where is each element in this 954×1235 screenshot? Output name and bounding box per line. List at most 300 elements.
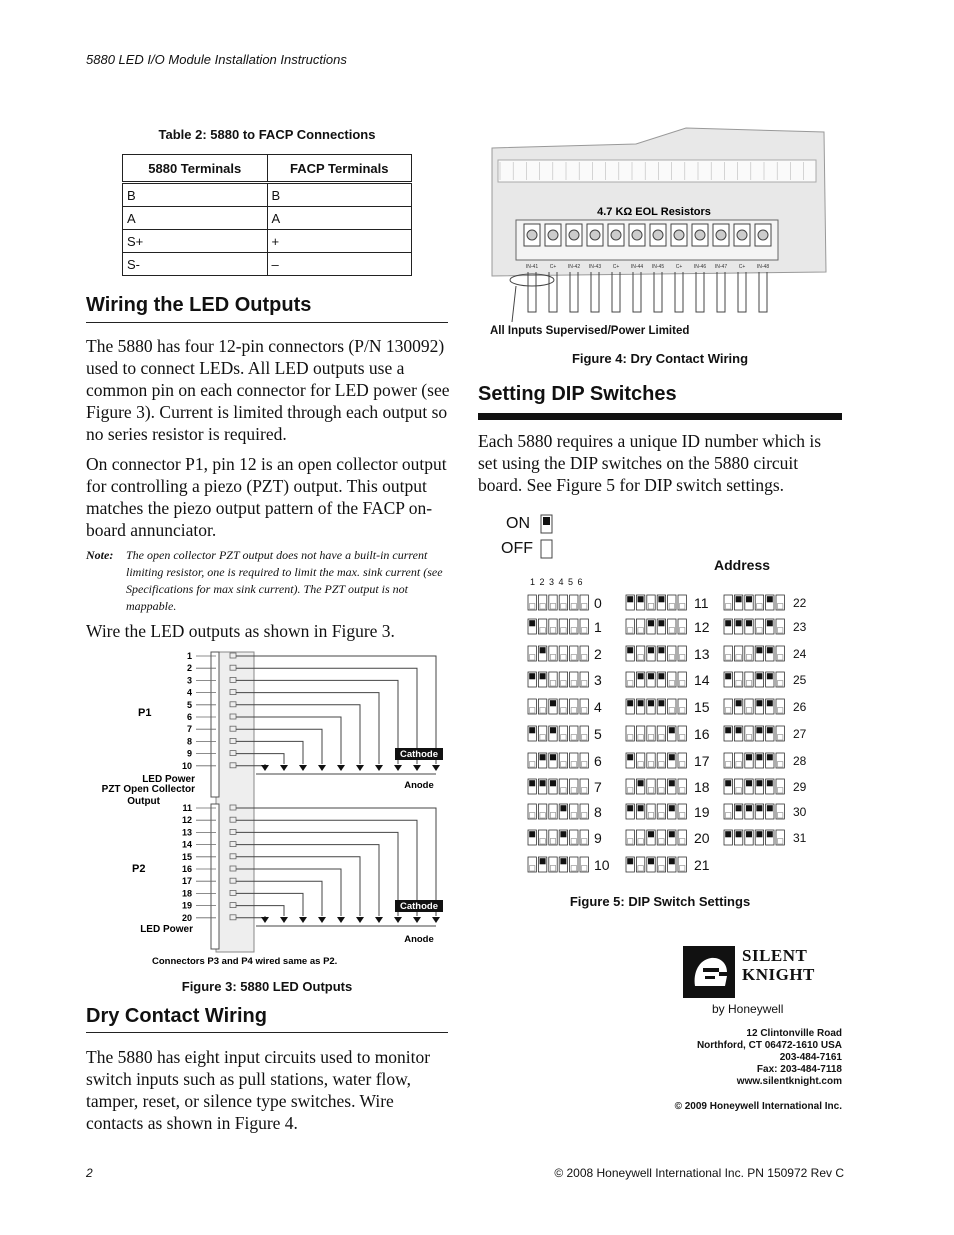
switch-toggle [680,762,685,768]
switch-toggle [757,755,762,761]
screw-icon [737,230,747,240]
address-number: 27 [793,727,807,741]
p2-pin-label: 20 [181,912,192,923]
dip-switch [527,856,591,874]
terminal-label: C+ [675,264,683,270]
dip-switch [527,618,591,636]
switch-toggle [659,597,664,603]
dip-switch [625,778,689,796]
switch-toggle [530,813,535,819]
led-symbol [413,765,421,771]
running-header: 5880 LED I/O Module Installation Instructions [86,52,347,67]
on-label: ON [506,515,530,532]
figure-5-caption: Figure 5: DIP Switch Settings [569,894,751,909]
dip-switch [723,803,787,821]
dip-switch [527,594,591,612]
dry-paragraph: The 5880 has eight input circuits used to monitor switch inputs such as pull stations, water flow, tamper, reset, or silence type switches. Wire contacts as shown in Figure 4. [86,1047,431,1133]
dip-switch [723,645,787,663]
cathode-label-2: Cathode [400,901,438,912]
switch-toggle [561,628,566,634]
address-number: 13 [694,646,710,662]
switch-toggle [530,604,535,610]
switch-toggle [778,735,783,741]
section-heading-dip: Setting DIP Switches [478,383,677,405]
switch-toggle [726,655,731,661]
table-cell: + [267,230,412,253]
led-wire [236,820,417,916]
p1-pin-label: 4 [186,687,192,698]
switch-toggle [571,628,576,634]
switch-toggle [628,681,633,687]
switch-toggle [550,755,555,761]
switch-toggle [648,648,653,654]
switch-toggle [571,604,576,610]
address-number: 16 [694,726,710,742]
table-cell: B [267,183,412,207]
switch-toggle [669,604,674,610]
company-name-line-1: SILENT [742,946,808,965]
address-number: 24 [793,647,807,661]
terminal-label: IN-48 [756,264,770,270]
address-line: 203-484-7161 [779,1052,842,1063]
switch-toggle [659,621,664,627]
dip-switch [723,594,787,612]
dip-switch [723,671,787,689]
switch-toggle [726,762,731,768]
switch-toggle [757,806,762,812]
switch-toggle [530,674,535,680]
led-symbol [337,917,345,923]
footer-copyright: © 2008 Honeywell International Inc. PN 150972 Rev C [554,1166,844,1180]
switch-toggle [530,762,535,768]
switch-toggle [726,813,731,819]
address-number: 1 [594,619,602,635]
switch-toggle [767,621,772,627]
switch-toggle [648,859,653,865]
screw-icon [590,230,600,240]
switch-toggle [638,701,643,707]
by-honeywell: by Honeywell [712,1002,784,1016]
switch-toggle [659,701,664,707]
table-row [123,183,412,207]
heading-rule [86,1032,448,1033]
switch-toggle [680,839,685,845]
switch-toggle [680,628,685,634]
resistor-label: 4.7 KΩ EOL Resistors [597,206,711,218]
terminal-label: IN-45 [651,264,665,270]
switch-toggle [561,788,566,794]
pzt-output-label: Output [127,796,160,807]
switch-toggle [582,866,587,872]
screw-icon [632,230,642,240]
dip-switch [527,645,591,663]
led-symbol [432,917,440,923]
switch-toggle [680,708,685,714]
led-outputs-diagram [86,648,446,970]
switch-toggle [540,674,545,680]
switch-toggle [638,655,643,661]
switch-toggle [540,755,545,761]
p2-pin-label: 11 [182,803,192,813]
table-row [123,207,412,230]
switch-toggle [582,813,587,819]
switch-toggle [726,674,731,680]
address-number: 2 [594,646,602,662]
screw-icon [653,230,663,240]
p1-pin-label: 7 [186,724,192,735]
led-symbol [394,765,402,771]
led-symbol [299,917,307,923]
switch-toggle [669,806,674,812]
led-symbol [432,765,440,771]
anode-label-2: Anode [404,934,434,945]
table-cell: A [123,207,268,230]
address-number: 12 [694,619,710,635]
switch-toggle [669,859,674,865]
switch-toggle [628,755,633,761]
address-number: 22 [793,596,807,610]
switch-toggle [540,604,545,610]
terminal-label: IN-44 [630,264,644,270]
dip-switch [527,778,591,796]
switch-toggle [736,655,741,661]
dip-switch [625,803,689,821]
connector-note: Connectors P3 and P4 wired same as P2. [152,956,338,967]
switch-toggle [669,628,674,634]
terminal-label: C+ [738,264,746,270]
heading-rule-thick [478,413,842,420]
switch-toggle [648,832,653,838]
switch-toggle [582,655,587,661]
address-number: 14 [694,672,710,688]
switch-toggle [582,708,587,714]
switch-toggle [628,839,633,845]
switch-toggle [540,813,545,819]
table-header: 5880 Terminals [123,155,268,183]
switch-toggle [767,701,772,707]
contact-wire [528,272,536,312]
switch-toggle [736,806,741,812]
terminal-label: IN-47 [714,264,728,270]
note-text: The open collector PZT output does not have a built-in current limiting resistor, one is required to limit the max. sink current (see Specifications for max sink current). The PZT output is not mappable. [126,548,443,613]
off-label: OFF [501,540,533,557]
switch-toggle [680,681,685,687]
section-heading-dry-contact: Dry Contact Wiring [86,1005,267,1027]
switch-toggle [571,762,576,768]
address-line: Northford, CT 06472-1610 USA [696,1040,842,1051]
note [86,547,450,615]
switch-toggle [550,628,555,634]
switch-toggle [680,788,685,794]
address-number: 19 [694,804,710,820]
switch-toggle [726,781,731,787]
switch-toggle [540,628,545,634]
switch-toggle [638,781,643,787]
p1-pin-label: 8 [186,736,192,747]
switch-toggle [736,832,741,838]
dip-paragraph: Each 5880 requires a unique ID number which is set using the DIP switches on the 5880 circuit board. See Figure 5 for DIP switch settings. [478,431,822,495]
dip-switch [527,698,591,716]
switch-toggle [628,701,633,707]
switch-toggle [561,806,566,812]
switch-toggle [582,604,587,610]
note-label: Note: [86,548,114,562]
switch-toggle [736,728,741,734]
p1-pin-label: 2 [186,663,192,674]
address-number: 21 [694,857,710,873]
switch-toggle [571,735,576,741]
dip-switch [527,752,591,770]
switch-toggle [628,597,633,603]
switch-toggle [659,674,664,680]
address-number: 10 [594,857,610,873]
terminal-label: C+ [549,264,557,270]
switch-toggle [669,708,674,714]
switch-toggle [550,604,555,610]
switch-toggle [757,728,762,734]
p1-label: P1 [138,707,152,719]
company-name-line-2: KNIGHT [742,965,815,984]
address-number: 7 [594,779,602,795]
dip-switch [625,645,689,663]
switch-toggle [571,681,576,687]
switch-toggle [736,788,741,794]
contact-wire [759,272,767,312]
table-header-row [123,155,412,183]
led-symbol [261,917,269,923]
switch-toggle [582,681,587,687]
switch-toggle [571,866,576,872]
switch-toggle [648,701,653,707]
table-cell: S+ [123,230,268,253]
dip-switch [527,829,591,847]
terminal-label: IN-42 [567,264,581,270]
contact-wire [675,272,683,312]
switch-toggle [550,781,555,787]
address-number: 8 [594,804,602,820]
switch-toggle [530,708,535,714]
switch-toggle [767,781,772,787]
led-symbol [280,917,288,923]
switch-toggle [680,604,685,610]
switch-toggle [550,655,555,661]
dip-switch [527,803,591,821]
address-number: 17 [694,753,710,769]
switch-toggle [530,621,535,627]
p2-pin-label: 19 [181,900,192,911]
dip-switch [625,671,689,689]
switch-toggle [648,813,653,819]
address-number: 3 [594,672,602,688]
led-symbol [375,917,383,923]
dip-switch [723,829,787,847]
p2-pin-label: 16 [181,864,192,874]
switch-toggle [680,735,685,741]
switch-toggle [550,839,555,845]
switch-toggle [736,762,741,768]
led-symbol [337,765,345,771]
switch-toggle [767,755,772,761]
switch-toggle [561,735,566,741]
switch-toggle [582,788,587,794]
dry-contact-diagram [486,126,832,326]
switch-toggle [659,788,664,794]
table-caption: Table 2: 5880 to FACP Connections [158,127,376,142]
switch-toggle [638,735,643,741]
company-name [742,946,815,984]
company-address [640,1028,842,1088]
switch-toggle [628,859,633,865]
led-wire [236,668,417,764]
dip-switch [723,725,787,743]
led-power-label-2: LED Power [140,924,193,935]
p2-pin-label: 13 [181,827,192,838]
switch-toggle [561,655,566,661]
address-number: 5 [594,726,602,742]
switch-toggle [571,813,576,819]
screw-icon [758,230,768,240]
switch-toggle [648,788,653,794]
address-label: Address [714,557,771,573]
switch-toggle [628,648,633,654]
p2-pin-label: 17 [181,876,192,887]
switch-toggle [659,839,664,845]
switch-toggle [530,832,535,838]
switch-toggle [726,728,731,734]
address-number: 4 [594,699,602,715]
switch-toggle [757,628,762,634]
switch-toggle [561,859,566,865]
switch-toggle [757,781,762,787]
terminal-label: C+ [612,264,620,270]
switch-toggle [638,628,643,634]
switch-toggle [561,681,566,687]
address-number: 9 [594,830,602,846]
switch-toggle [669,832,674,838]
switch-toggle [571,655,576,661]
wiring-paragraph-2: On connector P1, pin 12 is an open collector output for controlling a piezo (PZT) output. This output matches the piezo output pattern of the FACP on-board annunciator. [86,454,447,540]
heading-rule [86,322,448,323]
led-symbol [413,917,421,923]
dip-switch [625,856,689,874]
terminal-label: IN-46 [693,264,707,270]
switch-toggle [757,674,762,680]
switch-toggle [778,708,783,714]
address-number: 26 [793,700,807,714]
switch-toggle [582,628,587,634]
supervised-label: All Inputs Supervised/Power Limited [490,325,690,337]
led-wire [236,808,436,916]
switch-toggle [669,755,674,761]
p1-pin-label: 9 [186,748,192,759]
switch-numbers: 1 2 3 4 5 6 [530,577,584,587]
switch-toggle [757,604,762,610]
switch-toggle [628,628,633,634]
switch-toggle [767,648,772,654]
contact-wire [633,272,641,312]
dip-switch [723,618,787,636]
silent-knight-logo [683,946,737,1000]
address-number: 20 [694,830,710,846]
switch-toggle [746,832,751,838]
terminal-label: IN-43 [588,264,602,270]
switch-toggle [561,762,566,768]
switch-toggle [746,781,751,787]
switch-toggle [746,708,751,714]
switch-toggle [659,866,664,872]
switch-toggle [638,674,643,680]
p2-pin-label: 18 [181,888,192,899]
switch-toggle [582,762,587,768]
terminal-label: IN-41 [525,264,539,270]
address-line: 12 Clintonville Road [746,1028,842,1039]
address-number: 11 [694,595,709,611]
company-copyright: © 2009 Honeywell International Inc. [674,1101,842,1112]
switch-toggle [778,762,783,768]
p2-pin-label: 15 [181,851,192,862]
table-cell: S- [123,253,268,276]
address-number: 23 [793,620,807,634]
address-number: 28 [793,754,807,768]
dip-switch [527,671,591,689]
switch-toggle [648,735,653,741]
switch-toggle [746,655,751,661]
switch-toggle [571,788,576,794]
switch-toggle [628,788,633,794]
dip-switch [723,698,787,716]
switch-toggle [736,597,741,603]
address-number: 29 [793,780,807,794]
switch-toggle [746,621,751,627]
switch-toggle [550,701,555,707]
p2-pin-label: 14 [181,839,192,850]
p1-pin-label: 3 [186,675,192,686]
switch-toggle [746,735,751,741]
dip-switch [625,752,689,770]
address-line: www.silentknight.com [736,1076,842,1087]
switch-toggle [638,839,643,845]
switch-toggle [530,866,535,872]
switch-toggle [571,708,576,714]
dip-switch [625,829,689,847]
contact-wire [570,272,578,312]
dip-switch [625,618,689,636]
switch-toggle [736,701,741,707]
switch-toggle [767,832,772,838]
screw-icon [527,230,537,240]
switch-toggle [638,866,643,872]
led-power-label: LED Power [142,774,195,785]
figure-4-caption: Figure 4: Dry Contact Wiring [571,351,749,366]
contact-wire [696,272,704,312]
switch-toggle [530,781,535,787]
switch-legend [540,514,554,560]
p1-pin-label: 6 [186,712,192,722]
switch-toggle [669,681,674,687]
switch-toggle [778,681,783,687]
address-number: 0 [594,595,602,611]
switch-toggle [648,621,653,627]
screw-icon [674,230,684,240]
switch-toggle [582,735,587,741]
switch-toggle [778,813,783,819]
switch-toggle [550,813,555,819]
switch-toggle [540,839,545,845]
address-line: Fax: 203-484-7118 [756,1064,842,1075]
switch-toggle [540,708,545,714]
switch-toggle [638,762,643,768]
led-symbol [356,917,364,923]
